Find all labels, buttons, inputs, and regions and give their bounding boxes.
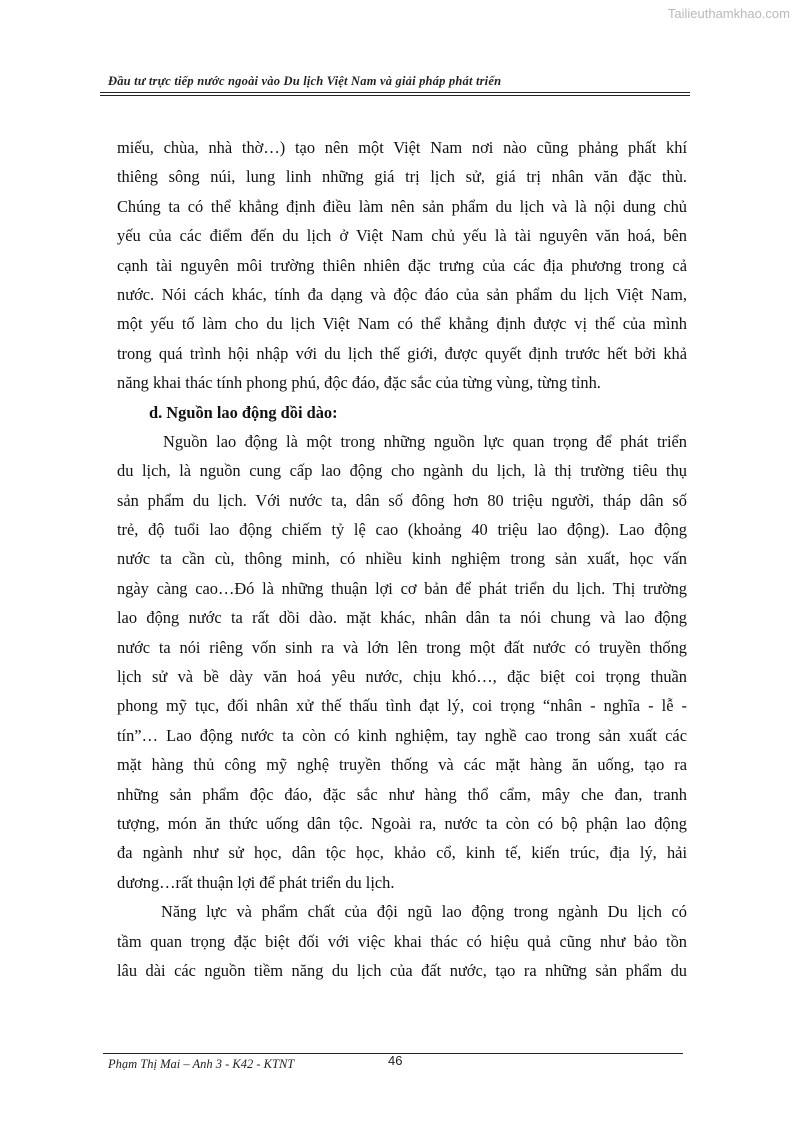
footer-author: Phạm Thị Mai – Anh 3 - K42 - KTNT: [108, 1057, 295, 1071]
text-line: sản phẩm du lịch. Với nước ta, dân số đông hơn 80 triệu người, tháp dân số: [117, 490, 687, 510]
text-line: nước ta nói riêng vốn sinh ra và lớn lên trong một đất nước có truyền thống: [117, 637, 687, 657]
text-line: nước. Nói cách khác, tính đa dạng và độc đáo của sản phẩm du lịch Việt Nam,: [117, 284, 687, 304]
text-line: đa ngành như sử học, dân tộc học, khảo cổ, kinh tế, kiến trúc, địa lý, hải: [117, 843, 687, 863]
page-number: 46: [388, 1053, 403, 1068]
running-header: Đầu tư trực tiếp nước ngoài vào Du lịch Việt Nam và giải pháp phát triển: [108, 74, 502, 88]
text-line: nước ta cần cù, thông minh, có nhiều kinh nghiệm trong sản xuất, học vấn: [117, 549, 687, 569]
text-line: mặt hàng thủ công mỹ nghệ truyền thống và các mặt hàng ăn uống, tạo ra: [117, 755, 687, 775]
body-text: [117, 133, 687, 985]
text-line: ngày càng cao…Đó là những thuận lợi cơ bản để phát triển du lịch. Thị trường: [117, 578, 687, 598]
text-line: Chúng ta có thể khẳng định điều làm nên sản phẩm du lịch và là nội dung chủ: [117, 196, 687, 216]
text-line: tín”… Lao động nước ta còn có kinh nghiệm, tay nghề cao trong sản xuất các: [117, 725, 687, 745]
text-line: tầm quan trọng đặc biệt đối với việc khai thác có hiệu quả cũng như bảo tồn: [117, 931, 687, 951]
text-line: lịch sử và bề dày văn hoá yêu nước, chịu khó…, đặc biệt coi trọng thuần: [117, 667, 687, 687]
text-line: cạnh tài nguyên môi trường thiên nhiên đặc trưng của các địa phương trong cả: [117, 255, 687, 275]
text-line: lao động nước ta rất dồi dào. mặt khác, nhân dân ta nói chung và lao động: [117, 608, 687, 628]
text-line: dương…rất thuận lợi để phát triển du lịch.: [117, 872, 395, 892]
text-line: tượng, món ăn thức uống dân tộc. Ngoài ra, nước ta còn có bộ phận lao động: [117, 813, 687, 833]
text-line: thiêng sông núi, lung linh những giá trị lịch sử, giá trị nhân văn đặc thù.: [117, 167, 687, 187]
text-line: một yếu tố làm cho du lịch Việt Nam có thể khẳng định được vị thế của mình: [117, 314, 687, 334]
text-line: trẻ, độ tuổi lao động chiếm tỷ lệ cao (khoảng 40 triệu lao động). Lao động: [117, 520, 687, 540]
text-line: những sản phẩm độc đáo, đặc sắc như hàng thổ cẩm, mây che đan, tranh: [117, 784, 687, 804]
text-line: trong quá trình hội nhập với du lịch thế giới, được quyết định trước hết bởi khả: [117, 343, 687, 363]
header-rule: [100, 92, 690, 96]
text-line: yếu của các điểm đến du lịch ở Việt Nam chủ yếu là tài nguyên văn hoá, bên: [117, 226, 687, 246]
text-line: lâu dài các nguồn tiềm năng du lịch của đất nước, tạo ra những sản phẩm du: [117, 960, 687, 980]
text-line: Năng lực và phẩm chất của đội ngũ lao động trong ngành Du lịch có: [161, 902, 687, 922]
text-line: miếu, chùa, nhà thờ…) tạo nên một Việt Nam nơi nào cũng phảng phất khí: [117, 138, 687, 157]
text-line: phong mỹ tục, đối nhân xử thế thấu tình đạt lý, coi trọng “nhân - nghĩa - lễ -: [117, 696, 687, 716]
text-line: du lịch, là nguồn cung cấp lao động cho ngành du lịch, là thị trường tiêu thụ: [117, 461, 687, 481]
section-heading: d. Nguồn lao động dồi dào:: [149, 402, 338, 422]
text-line: năng khai thác tính phong phú, độc đáo, đặc sắc của từng vùng, từng tỉnh.: [117, 373, 601, 393]
watermark: Tailieuthamkhao.com: [667, 6, 790, 21]
text-line: Nguồn lao động là một trong những nguồn lực quan trọng để phát triển: [163, 431, 687, 451]
